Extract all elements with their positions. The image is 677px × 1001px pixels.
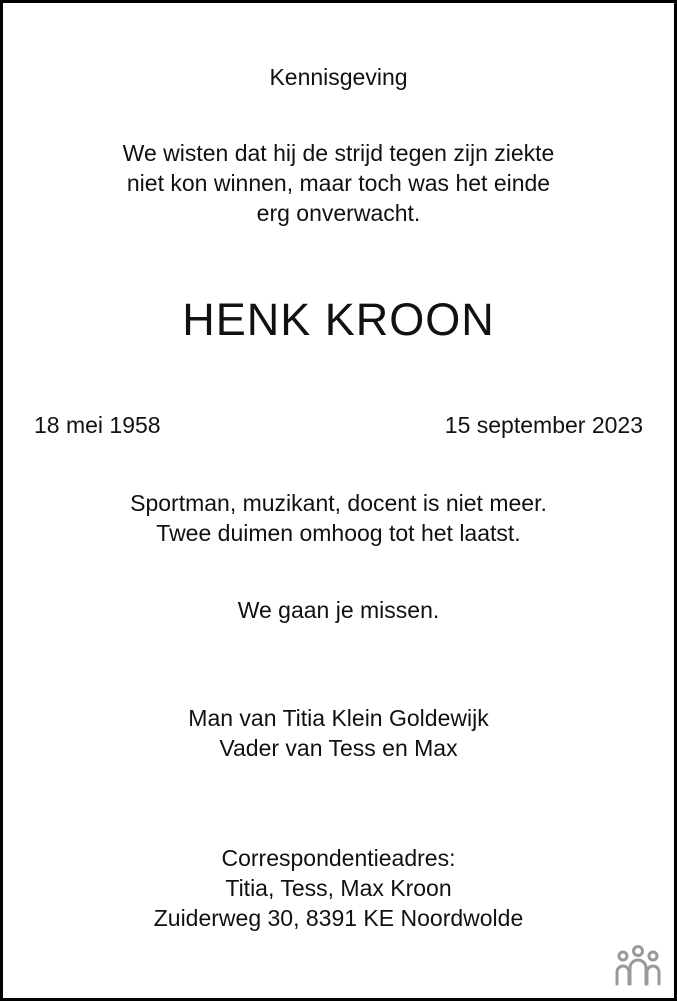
- birth-date: 18 mei 1958: [34, 412, 161, 438]
- address-label: Correspondentieadres:: [221, 845, 456, 871]
- people-icon: [613, 944, 663, 988]
- relation-line: Vader van Tess en Max: [219, 735, 458, 761]
- farewell-text: We gaan je missen.: [237, 597, 440, 623]
- address-street: Zuiderweg 30, 8391 KE Noordwolde: [153, 905, 524, 931]
- address-names: Titia, Tess, Max Kroon: [225, 875, 452, 901]
- notice-heading: Kennisgeving: [269, 64, 408, 90]
- death-date: 15 september 2023: [444, 412, 643, 438]
- intro-line: erg onverwacht.: [256, 200, 421, 226]
- intro-line: We wisten dat hij de strijd tegen zijn ziekte: [122, 140, 555, 166]
- tribute-line: Sportman, muzikant, docent is niet meer.: [130, 490, 547, 516]
- deceased-name: HENK KROON: [182, 294, 495, 345]
- relation-line: Man van Titia Klein Goldewijk: [188, 705, 489, 731]
- intro-line: niet kon winnen, maar toch was het einde: [126, 170, 551, 196]
- tribute-line: Twee duimen omhoog tot het laatst.: [156, 520, 521, 546]
